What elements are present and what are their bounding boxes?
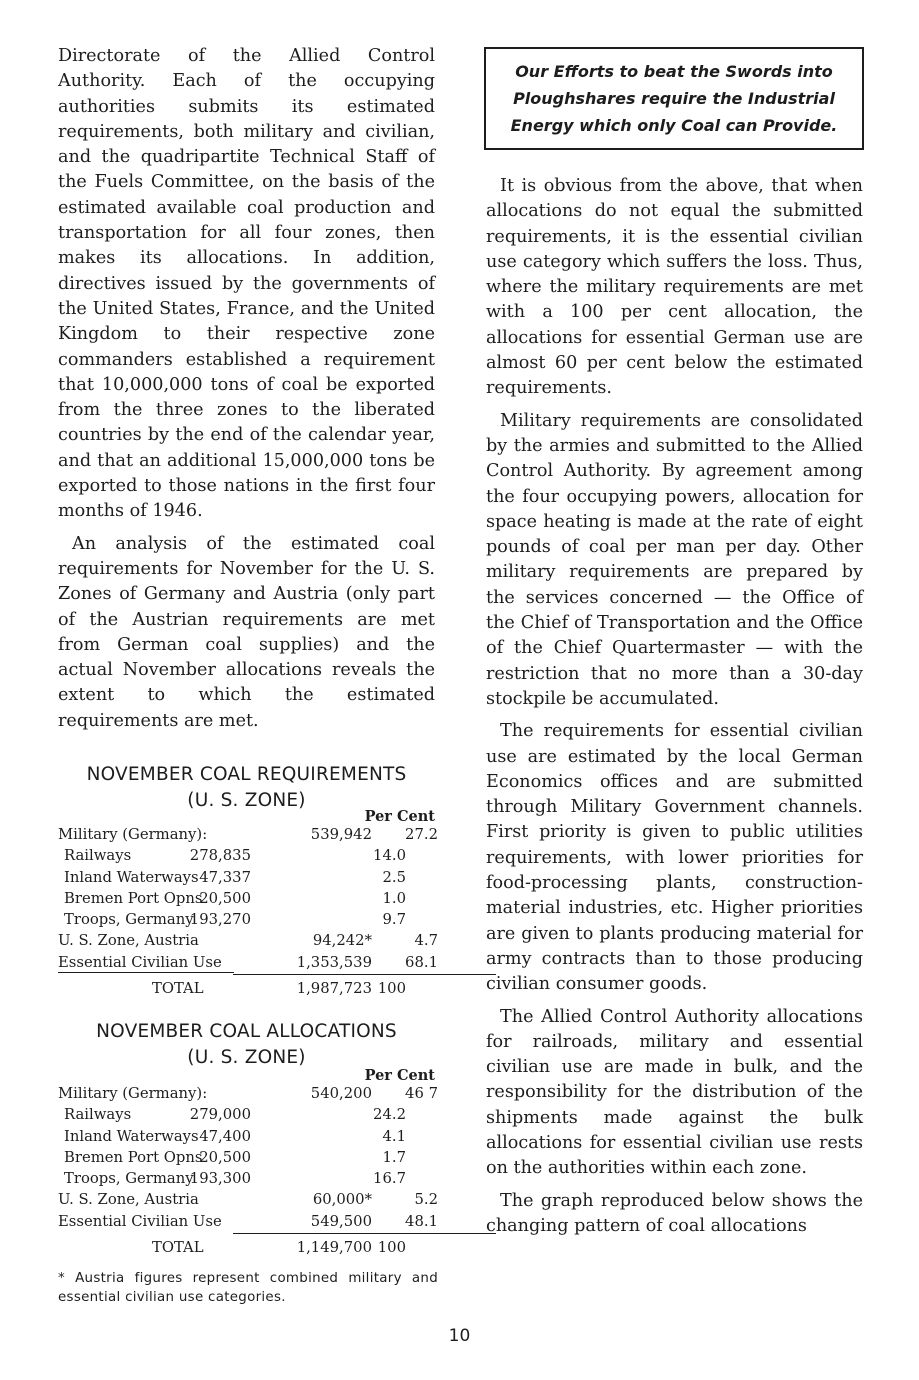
row-value: 1,353,539 — [296, 953, 372, 971]
paragraph: An analysis of the estimated coal requirements for November for the U. S. Zones of Germany and Austria (only part of the Austrian requirements are met from German coal supplies) and the actual November allocations reveals the extent to which the estimated requirements are met. — [58, 533, 435, 731]
row-label: Inland Waterways — [64, 1127, 199, 1145]
row-label: Bremen Port Opns — [64, 889, 203, 907]
row-percent: 4.1 — [382, 1127, 406, 1145]
table-row — [58, 911, 438, 932]
paragraph: The requirements for essential civilian use are estimated by the local German Economics offices and are submitted through Military Government channels. First priority is given to public utilities requirements, with lower priorities for food-processing plants, construction-material industries, etc. Higher priorities are given to plants producing material for army contracts than to those producing civilian consumer goods. — [486, 721, 863, 995]
row-value: 193,270 — [189, 911, 251, 929]
row-percent: 14.0 — [373, 847, 406, 865]
row-value: 94,242* — [312, 932, 372, 950]
table-row — [58, 847, 438, 868]
table-row — [58, 1085, 438, 1106]
row-label: Railways — [64, 1106, 132, 1124]
table-row — [58, 932, 438, 953]
row-percent: 24.2 — [373, 1106, 406, 1124]
total-percent: 100 — [377, 980, 406, 998]
paragraph: The Allied Control Authority allocations for railroads, military and essential civilian use are made in bulk, and the responsibility for the distribution of the shipments made against the bulk allocations for essential civilian use rests on the authorities within each zone. — [486, 1006, 863, 1179]
requirements-title-line2: (U. S. ZONE) — [187, 790, 306, 811]
row-label: Military (Germany): — [58, 1085, 208, 1102]
row-percent: 16.7 — [373, 1170, 406, 1188]
table-row — [58, 1191, 438, 1212]
row-percent: 9.7 — [382, 911, 406, 929]
total-rule — [233, 974, 496, 975]
table-row — [58, 1128, 438, 1149]
row-label: Troops, Germany — [64, 911, 194, 929]
row-label: Bremen Port Opns — [64, 1148, 203, 1166]
total-percent: 100 — [377, 1239, 406, 1257]
row-percent: 27.2 — [405, 826, 438, 843]
row-value: 20,500 — [199, 889, 251, 907]
total-value: 1,987,723 — [296, 980, 372, 998]
row-label: Essential Civilian Use — [58, 953, 222, 971]
requirements-title-line1: NOVEMBER COAL REQUIREMENTS — [86, 764, 407, 785]
page-number: 10 — [448, 1326, 471, 1346]
row-value: 549,500 — [310, 1212, 372, 1230]
row-percent: 68.1 — [405, 953, 438, 971]
allocations-percent-header: Per Cent — [364, 1067, 435, 1084]
label-underline — [58, 972, 234, 973]
total-value: 1,149,700 — [296, 1239, 372, 1257]
table-row — [58, 1149, 438, 1170]
paragraph: Military requirements are consolidated by the armies and submitted to the Allied Control Authority. By agreement among the four occupying powers, allocation for space heating is made at the rate of eight pounds of coal per man per day. Other military requirements are prepared by the services concerned — the Office of the Chief of Transportation and the Office of the Chief Quartermaster — with the restriction that no more than a 30-day stockpile be accumulated. — [486, 410, 863, 709]
table-row — [58, 826, 438, 847]
total-label: TOTAL — [152, 980, 204, 998]
callout-box — [484, 47, 864, 150]
row-value: 20,500 — [199, 1148, 251, 1166]
paragraph: It is obvious from the above, that when allocations do not equal the submitted requirements, it is the essential civilian use category which suffers the loss. Thus, where the military requirements are met with a 100 per cent allocation, the allocations for essential German use are almost 60 per cent below the estimated requirements. — [486, 176, 863, 399]
row-value: 193,300 — [189, 1170, 251, 1188]
row-label: U. S. Zone, Austria — [58, 1191, 199, 1209]
paragraph: The graph reproduced below shows the changing pattern of coal allocations — [486, 1190, 863, 1236]
row-value: 47,400 — [199, 1127, 251, 1145]
row-label: Inland Waterways — [64, 868, 199, 886]
row-label: U. S. Zone, Austria — [58, 932, 199, 950]
total-row — [58, 1239, 438, 1260]
row-percent: 48.1 — [405, 1212, 438, 1230]
row-value: 47,337 — [199, 868, 251, 886]
requirements-percent-header: Per Cent — [364, 808, 435, 825]
row-label: Railways — [64, 847, 132, 865]
callout-text: Our Efforts to beat the Swords into Ploughshares require the Industrial Energy which only Coal can Provide. — [510, 62, 838, 135]
right-column — [486, 174, 863, 1246]
table-row — [58, 869, 438, 890]
requirements-table — [58, 826, 438, 1001]
allocations-title-line2: (U. S. ZONE) — [187, 1047, 306, 1068]
row-label: Essential Civilian Use — [58, 1212, 222, 1230]
total-label: TOTAL — [152, 1239, 204, 1257]
row-label: Troops, Germany — [64, 1170, 194, 1188]
allocations-title-line1: NOVEMBER COAL ALLOCATIONS — [96, 1021, 397, 1042]
table-row — [58, 1106, 438, 1127]
row-value: 278,835 — [189, 847, 251, 865]
row-percent: 5.2 — [414, 1191, 438, 1209]
row-value: 540,200 — [310, 1085, 372, 1102]
row-percent: 1.0 — [382, 889, 406, 907]
allocations-table — [58, 1085, 438, 1260]
row-label: Military (Germany): — [58, 826, 208, 843]
allocations-title — [58, 1019, 435, 1071]
table-row — [58, 1170, 438, 1191]
total-rule — [233, 1233, 496, 1234]
table-row — [58, 1213, 438, 1234]
paragraph: Directorate of the Allied Control Authority. Each of the occupying authorities submits its estimated requirements, both military and civilian, and the quadripartite Technical Staff of the Fuels Committee, on the basis of the estimated available coal production and transportation for all four zones, then makes its allocations. In addition, directives issued by the governments of the United States, France, and the United Kingdom to their respective zone commanders established a requirement that 10,000,000 tons of coal be exported from the three zones to the liberated countries by the end of the calendar year, and that an additional 15,000,000 tons be exported to those nations in the first four months of 1946. — [58, 46, 435, 522]
row-value: 279,000 — [189, 1106, 251, 1124]
row-value: 539,942 — [310, 826, 372, 843]
row-value: 60,000* — [312, 1191, 372, 1209]
requirements-title — [58, 762, 435, 814]
footnote: * Austria figures represent combined military and essential civilian use categories. — [58, 1271, 438, 1305]
left-column — [58, 44, 435, 741]
row-percent: 2.5 — [382, 868, 406, 886]
row-percent: 1.7 — [382, 1148, 406, 1166]
total-row — [58, 980, 438, 1001]
table-row — [58, 890, 438, 911]
row-percent: 46 7 — [405, 1085, 438, 1102]
row-percent: 4.7 — [414, 932, 438, 950]
